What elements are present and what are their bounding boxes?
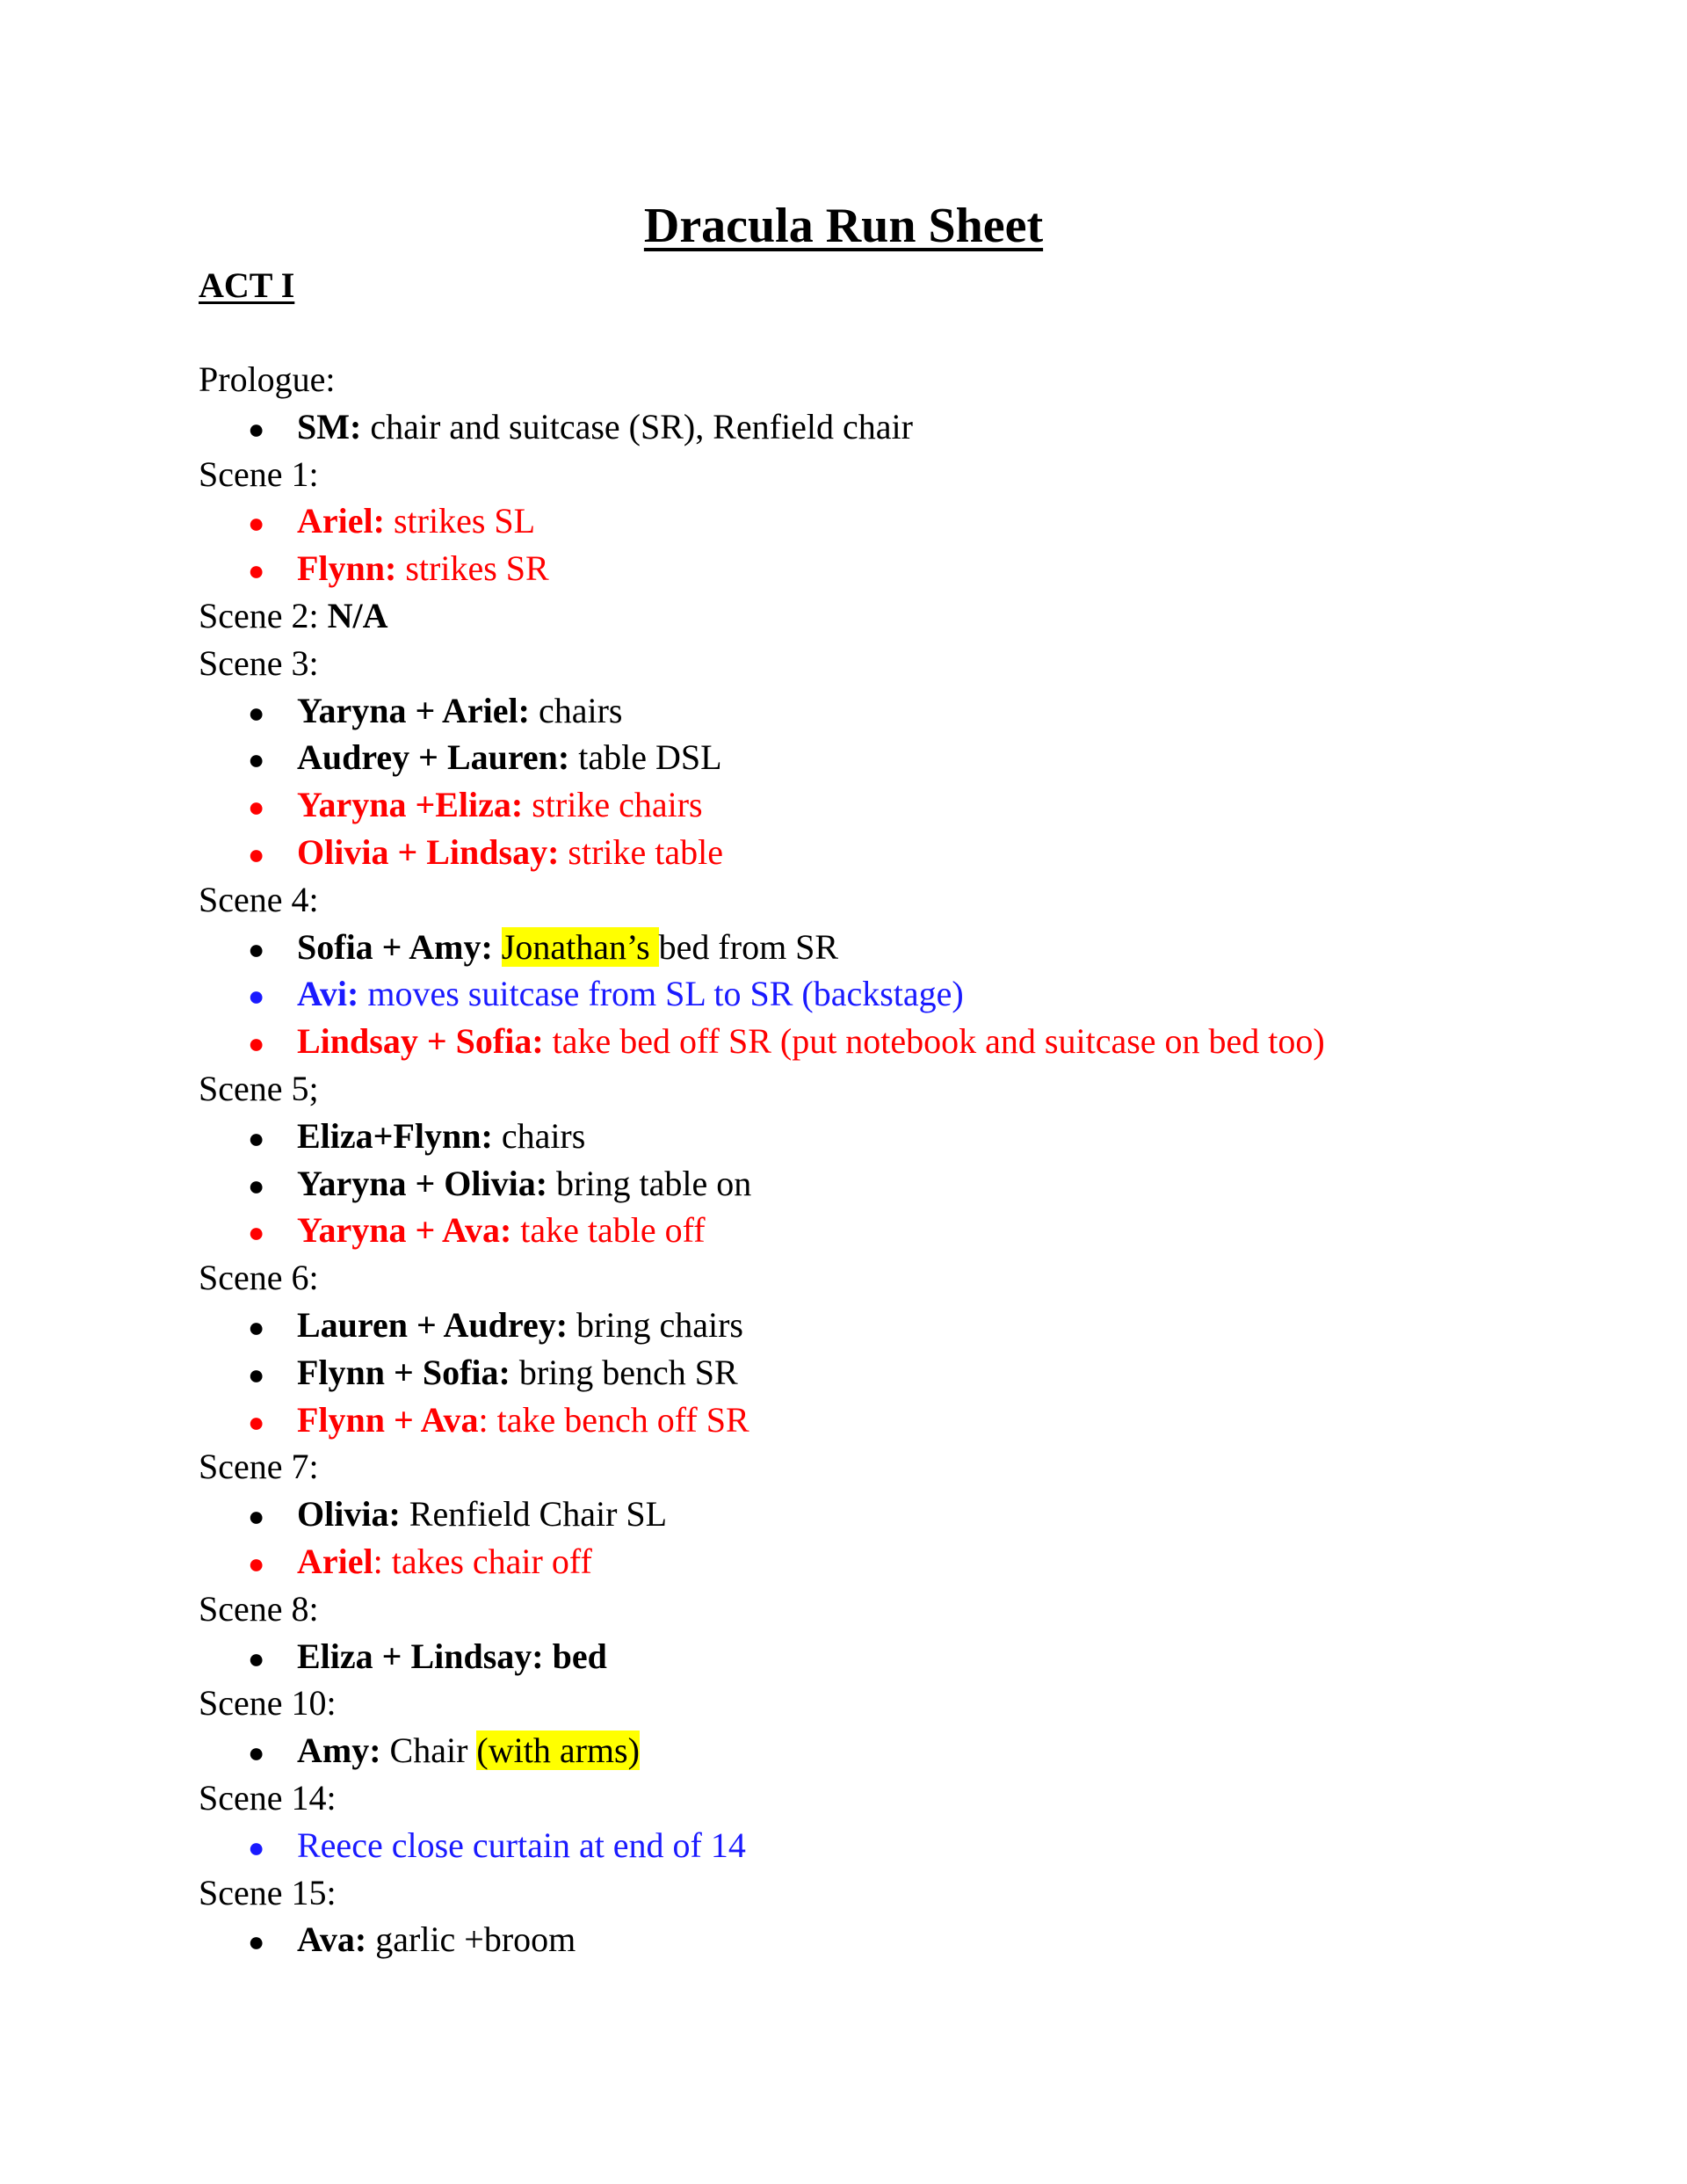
- cue-item: [199, 497, 1569, 545]
- bullet-icon: ●: [248, 932, 265, 965]
- bold-text: Ava:: [297, 1919, 367, 1960]
- cue-item: [199, 1160, 1569, 1208]
- text-segment: Scene 14:: [199, 1777, 337, 1818]
- bold-text: Yaryna + Olivia:: [297, 1163, 548, 1203]
- text-segment: Scene 3:: [199, 642, 319, 683]
- cue-item: [199, 1113, 1569, 1160]
- cue-item: [199, 1633, 1569, 1680]
- cue-item: [199, 781, 1569, 829]
- bold-text: Yaryna + Ava:: [297, 1210, 512, 1251]
- text-segment: Scene 1:: [199, 453, 319, 494]
- text-segment: chairs: [492, 1115, 586, 1156]
- text-segment: Scene 5;: [199, 1068, 319, 1108]
- cue-item: [199, 1302, 1569, 1349]
- text-segment: moves suitcase from SL to SR (backstage): [358, 974, 964, 1014]
- cue-item: [199, 970, 1569, 1018]
- bullet-icon: ●: [248, 1500, 265, 1533]
- page-title: Dracula Run Sheet: [643, 199, 1044, 253]
- bold-text: Olivia + Lindsay:: [297, 831, 560, 872]
- scene-heading: [199, 640, 1569, 687]
- text-segment: [493, 927, 502, 967]
- text-segment: take bed off SR (put notebook and suitcase on bed too): [543, 1021, 1325, 1062]
- cue-item: [199, 924, 1569, 971]
- bullet-icon: ●: [248, 1737, 265, 1769]
- bullet-icon: ●: [248, 1310, 265, 1343]
- bold-text: Eliza+Flynn:: [297, 1115, 493, 1156]
- text-segment: Scene 4:: [199, 879, 319, 919]
- cue-item: [199, 829, 1569, 876]
- text-segment: Reece close curtain at end of 14: [297, 1825, 746, 1865]
- text-segment: garlic +broom: [366, 1919, 576, 1960]
- bold-text: Yaryna +Eliza:: [297, 785, 524, 825]
- text-segment: chair and suitcase (SR), Renfield chair: [361, 406, 913, 446]
- bullet-icon: ●: [248, 1547, 265, 1579]
- cue-item: [199, 1727, 1569, 1774]
- bold-text: Avi:: [297, 974, 359, 1014]
- cue-item: [199, 545, 1569, 592]
- text-segment: : take bench off SR: [478, 1399, 749, 1440]
- cue-item: [199, 1822, 1569, 1869]
- bold-text: Amy:: [297, 1731, 381, 1771]
- bullet-icon: ●: [248, 1831, 265, 1863]
- bold-text: Sofia + Amy:: [297, 926, 493, 967]
- cue-item: [199, 1349, 1569, 1397]
- scene-heading: [199, 592, 1569, 640]
- text-segment: Prologue:: [199, 359, 336, 399]
- scene-heading: [199, 356, 1569, 403]
- scene-heading: [199, 451, 1569, 498]
- text-segment: Scene 8:: [199, 1588, 319, 1629]
- scene-heading: [199, 1065, 1569, 1113]
- bullet-icon: ●: [248, 1926, 265, 1958]
- cue-item: [199, 1397, 1569, 1444]
- text-segment: chairs: [529, 690, 623, 730]
- bullet-icon: ●: [248, 696, 265, 729]
- text-segment: : takes chair off: [373, 1541, 592, 1581]
- text-segment: Scene 10:: [199, 1683, 337, 1723]
- bold-text: Ariel: [297, 1541, 373, 1581]
- text-segment: bed from SR: [658, 926, 839, 967]
- text-segment: bring bench SR: [510, 1352, 738, 1392]
- cue-item: [199, 403, 1569, 451]
- cue-item: [199, 1538, 1569, 1585]
- bullet-icon: ●: [248, 1358, 265, 1390]
- bold-text: Lindsay + Sofia:: [297, 1021, 544, 1062]
- text-segment: Scene 15:: [199, 1872, 337, 1912]
- bold-text: Audrey + Lauren:: [297, 737, 570, 778]
- text-segment: take table off: [511, 1210, 706, 1251]
- scene-heading: [199, 1774, 1569, 1822]
- cue-item: [199, 687, 1569, 735]
- bullet-icon: ●: [248, 1642, 265, 1674]
- bold-text: Flynn + Ava: [297, 1399, 479, 1440]
- bullet-icon: ●: [248, 744, 265, 776]
- text-segment: Chair: [380, 1731, 477, 1771]
- bullet-icon: ●: [248, 1216, 265, 1249]
- bullet-icon: ●: [248, 555, 265, 587]
- text-segment: strike chairs: [523, 785, 703, 825]
- run-sheet-list: [199, 356, 1569, 1963]
- bullet-icon: ●: [248, 1027, 265, 1060]
- text-segment: Renfield Chair SL: [400, 1494, 668, 1535]
- bold-text: Yaryna + Ariel:: [297, 690, 530, 730]
- act-heading: ACT I: [199, 265, 295, 305]
- highlighted-text: Jonathan’s: [501, 926, 659, 967]
- text-segment: Scene 2:: [199, 595, 328, 635]
- text-segment: strike table: [559, 831, 724, 872]
- text-segment: Scene 7:: [199, 1447, 319, 1487]
- cue-item: [199, 1916, 1569, 1963]
- cue-item: [199, 1207, 1569, 1254]
- text-segment: strikes SL: [384, 501, 536, 541]
- text-segment: bring chairs: [568, 1304, 743, 1345]
- cue-item: [199, 1491, 1569, 1538]
- scene-heading: [199, 876, 1569, 924]
- scene-heading: [199, 1869, 1569, 1917]
- cue-item: [199, 1018, 1569, 1065]
- bold-text: Lauren + Audrey:: [297, 1304, 568, 1345]
- bullet-icon: ●: [248, 412, 265, 445]
- bullet-icon: ●: [248, 791, 265, 824]
- bold-text: Flynn + Sofia:: [297, 1352, 510, 1392]
- bold-text: SM:: [297, 406, 362, 446]
- bullet-icon: ●: [248, 507, 265, 540]
- text-segment: Scene 6:: [199, 1258, 319, 1298]
- bullet-icon: ●: [248, 1121, 265, 1154]
- bullet-icon: ●: [248, 980, 265, 1012]
- bold-text: Flynn:: [297, 548, 397, 589]
- cue-item: [199, 734, 1569, 781]
- scene-heading: [199, 1443, 1569, 1491]
- text-segment: table DSL: [569, 737, 722, 778]
- scene-heading: [199, 1680, 1569, 1727]
- text-segment: bring table on: [547, 1163, 752, 1203]
- bold-text: Eliza + Lindsay: bed: [297, 1636, 607, 1676]
- bold-text: Olivia:: [297, 1494, 401, 1535]
- highlighted-text: (with arms): [476, 1731, 640, 1771]
- bullet-icon: ●: [248, 838, 265, 870]
- scene-heading: [199, 1585, 1569, 1633]
- bullet-icon: ●: [248, 1405, 265, 1438]
- scene-heading: [199, 1254, 1569, 1302]
- bold-text: N/A: [327, 595, 388, 635]
- bullet-icon: ●: [248, 1169, 265, 1201]
- text-segment: strikes SR: [396, 548, 549, 589]
- bold-text: Ariel:: [297, 501, 385, 541]
